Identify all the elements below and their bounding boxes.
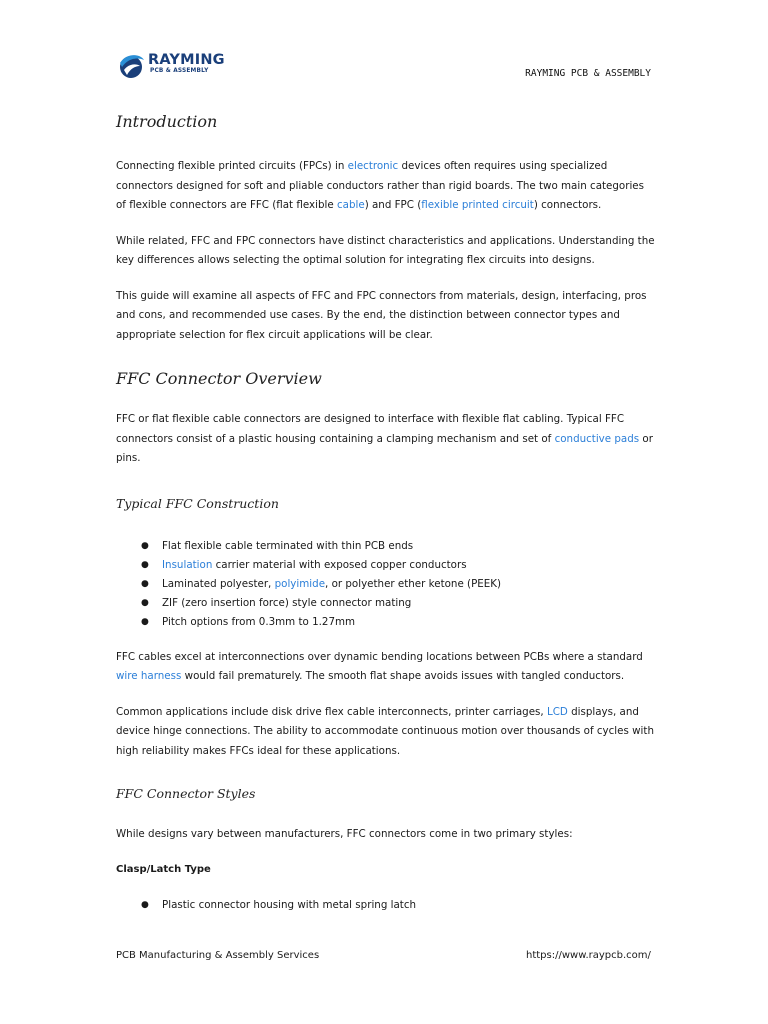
- list-item: [116, 594, 656, 613]
- intro-paragraph-3: This guide will examine all aspects of FFC and FPC connectors from materials, design, interfacing, pros and cons, and recommended use cases. By the end, the distinction between connector types and appropriate selection for flex circuit applications will be clear.: [116, 289, 647, 341]
- construction-paragraph-1: [116, 648, 656, 687]
- text: would fail prematurely. The smooth flat shape avoids issues with tangled conductors.: [181, 670, 625, 682]
- list-item: [116, 896, 656, 915]
- list-item: [116, 575, 656, 594]
- text: ZIF (zero insertion force) style connector mating: [162, 596, 412, 609]
- heading-ffc-connector-styles: FFC Connector Styles: [116, 786, 256, 801]
- text: Connecting flexible printed circuits (FPCs) in: [116, 160, 348, 172]
- footer-url-link[interactable]: https://www.raypcb.com/: [526, 950, 651, 961]
- text: Pitch options from 0.3mm to 1.27mm: [162, 615, 356, 628]
- link-lcd[interactable]: LCD: [546, 705, 568, 718]
- logo-subtitle: PCB & ASSEMBLY: [150, 68, 209, 74]
- link-flexible-printed-circuit[interactable]: flexible printed circuit: [421, 199, 534, 211]
- heading-typical-ffc-construction: Typical FFC Construction: [116, 495, 279, 511]
- rayming-logo: [116, 50, 226, 82]
- styles-list: [116, 896, 656, 915]
- heading-introduction: Introduction: [116, 112, 218, 131]
- text: , or polyether ether ketone (PEEK): [325, 577, 502, 590]
- header-company-name: RAYMING PCB & ASSEMBLY: [525, 68, 651, 79]
- text: Laminated polyester,: [162, 577, 275, 590]
- text: FFC cables excel at interconnections over dynamic bending locations between PCBs where a standard: [116, 650, 643, 663]
- rayming-swirl-icon: [116, 51, 146, 81]
- overview-paragraph-1: [116, 410, 656, 469]
- logo-wordmark: RAYMING: [148, 52, 225, 68]
- bullet-icon: ●: [141, 616, 149, 627]
- construction-list: [116, 537, 656, 632]
- text: carrier material with exposed copper conductors: [212, 558, 467, 571]
- list-item: [116, 613, 656, 632]
- text: displays, and device hinge connections. The ability to accommodate continuous motion over thousands of cycles with high reliability makes FFCs ideal for these applications.: [116, 705, 654, 757]
- text: Plastic connector housing with metal spring latch: [162, 899, 417, 911]
- text: ) connectors.: [533, 199, 602, 211]
- list-item: [116, 537, 656, 556]
- footer-services: PCB Manufacturing & Assembly Services: [116, 950, 320, 961]
- link-conductive-pads[interactable]: conductive pads: [554, 432, 640, 445]
- bullet-icon: ●: [141, 597, 149, 608]
- text: or pins.: [116, 432, 653, 464]
- styles-paragraph-1: While designs vary between manufacturers, FFC connectors come in two primary styles:: [116, 828, 573, 840]
- subheading-clasp-latch-type: Clasp/Latch Type: [116, 863, 211, 875]
- text: Common applications include disk drive flex cable interconnects, printer carriages,: [116, 705, 547, 718]
- list-item: [116, 556, 656, 575]
- intro-paragraph-1: [116, 157, 656, 216]
- bullet-icon: ●: [141, 559, 149, 570]
- link-electronic[interactable]: electronic: [347, 160, 399, 172]
- link-wire-harness[interactable]: wire harness: [116, 670, 182, 682]
- link-polyimide[interactable]: polyimide: [274, 577, 326, 590]
- text: devices often requires using specialized connectors designed for soft and pliable conductors rather than rigid boards. The two main categories of flexible connectors are FFC (flat flexible: [116, 160, 645, 211]
- text: FFC or flat flexible cable connectors are designed to interface with flexible flat cabling. Typical FFC connectors consist of a plastic housing containing a clamping mechanism and set of: [116, 413, 625, 445]
- bullet-icon: ●: [141, 578, 149, 589]
- link-insulation[interactable]: Insulation: [162, 558, 213, 571]
- text: Flat flexible cable terminated with thin PCB ends: [162, 539, 414, 552]
- link-cable[interactable]: cable: [336, 199, 365, 211]
- bullet-icon: ●: [141, 900, 149, 910]
- text: ) and FPC (: [364, 199, 422, 211]
- heading-ffc-overview: FFC Connector Overview: [116, 369, 322, 388]
- bullet-icon: ●: [141, 540, 149, 551]
- construction-paragraph-2: [116, 703, 656, 762]
- document-body: [116, 112, 656, 915]
- intro-paragraph-2: While related, FFC and FPC connectors have distinct characteristics and applications. Understanding the key differences allows selecting the optimal solution for integrating flex circuits into designs.: [116, 234, 655, 266]
